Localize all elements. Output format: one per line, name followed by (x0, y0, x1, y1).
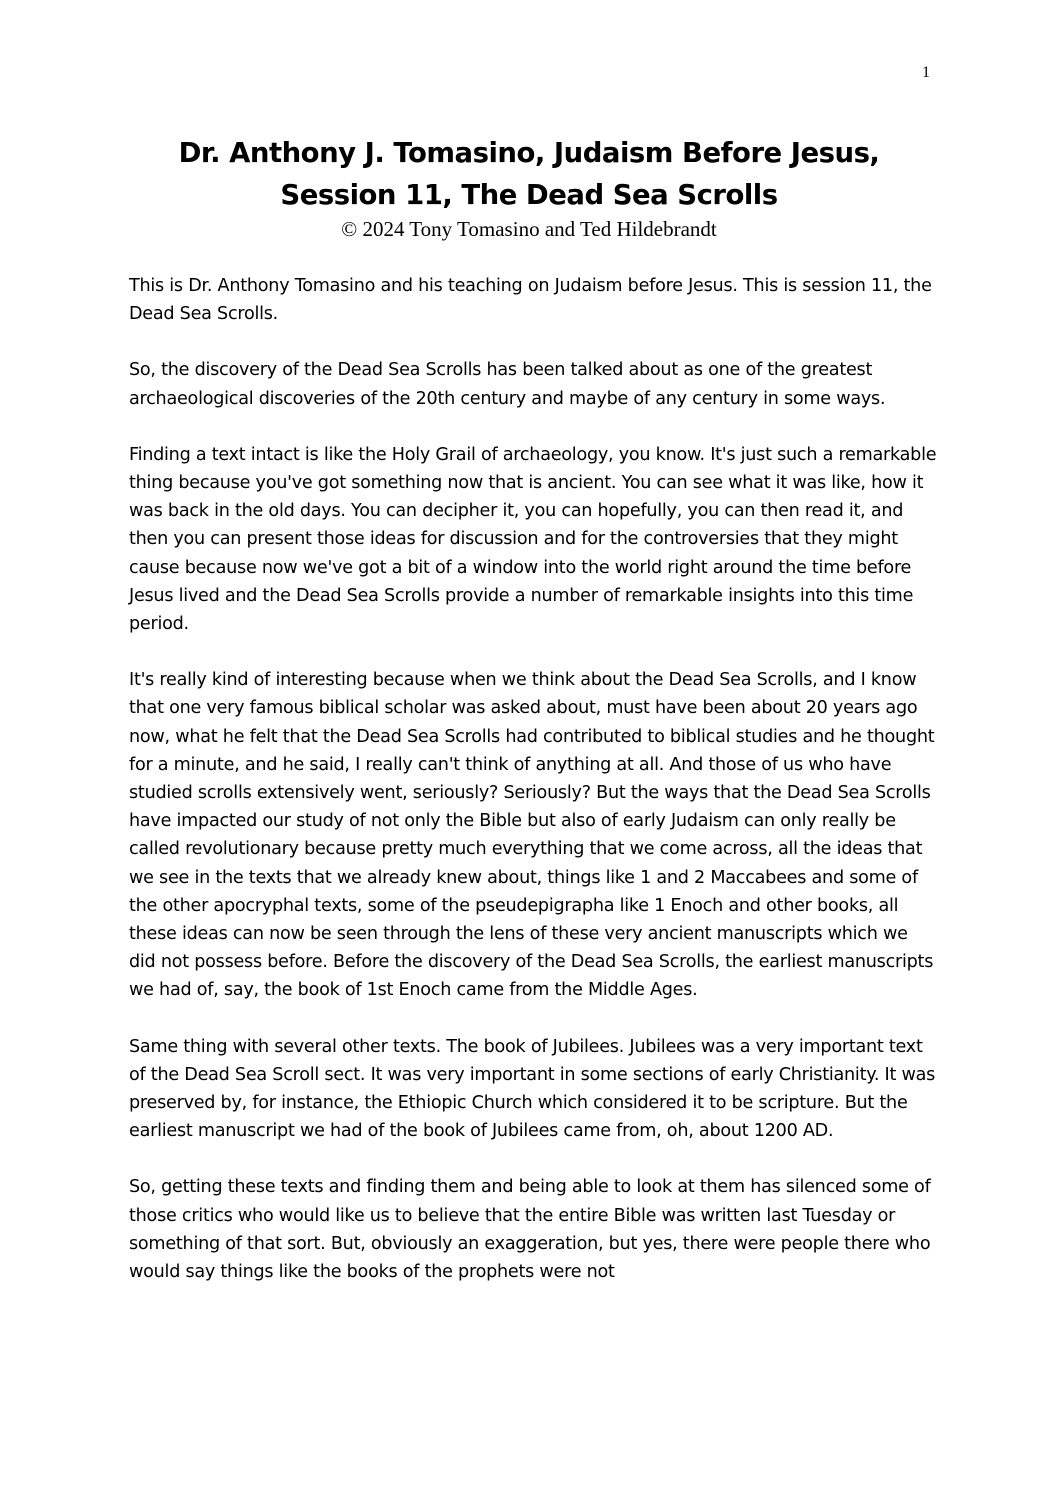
document-title-line-1: Dr. Anthony J. Tomasino, Judaism Before Jesus, (178, 137, 880, 169)
body-text (129, 272, 939, 1314)
document-title-line-2: Session 11, The Dead Sea Scrolls (280, 179, 778, 211)
paragraph-4: It's really kind of interesting because when we think about the Dead Sea Scrolls, and I know that one very famous biblical scholar was asked about, must have been about 20 years ago now, what he felt that the Dead Sea Scrolls had contributed to biblical studies and he thought for a minute, and he said, I really can't think of anything at all. And those of us who have studied scrolls extensively went, seriously? Seriously? But the ways that the Dead Sea Scrolls have impacted our study of not only the Bible but also of early Judaism can only really be called revolutionary because pretty much everything that we come across, all the ideas that we see in the texts that we already knew about, things like 1 and 2 Maccabees and some of the other apocryphal texts, some of the pseudepigrapha like 1 Enoch and other books, all these ideas can now be seen through the lens of these very ancient manuscripts which we did not possess before. Before the discovery of the Dead Sea Scrolls, the earliest manuscripts we had of, say, the book of 1st Enoch came from the Middle Ages. (129, 670, 935, 1001)
paragraph-2: So, the discovery of the Dead Sea Scrolls has been talked about as one of the greatest archaeological discoveries of the 20th century and maybe of any century in some ways. (129, 360, 886, 409)
paragraph-6: So, getting these texts and finding them and being able to look at them has silenced some of those critics who would like us to believe that the entire Bible was written last Tuesday or something of that sort. But, obviously an exaggeration, but yes, there were people there who would say things like the books of the prophets were not (129, 1177, 931, 1283)
page-number: 1 (922, 64, 930, 81)
title-block (0, 132, 1058, 242)
paragraph-3: Finding a text intact is like the Holy Grail of archaeology, you know. It's just such a remarkable thing because you've got something now that is ancient. You can see what it was like, how it was back in the old days. You can decipher it, you can hopefully, you can then read it, and then you can present those ideas for discussion and for the controversies that they might cause because now we've got a bit of a window into the world right around the time before Jesus lived and the Dead Sea Scrolls provide a number of remarkable insights into this time period. (129, 444, 937, 635)
paragraph-5: Same thing with several other texts. The book of Jubilees. Jubilees was a very important text of the Dead Sea Scroll sect. It was very important in some sections of early Christianity. It was preserved by, for instance, the Ethiopic Church which considered it to be scripture. But the earliest manuscript we had of the book of Jubilees came from, oh, about 1200 AD. (129, 1036, 936, 1142)
copyright-notice: © 2024 Tony Tomasino and Ted Hildebrandt (341, 217, 717, 241)
paragraph-1: This is Dr. Anthony Tomasino and his teaching on Judaism before Jesus. This is session 11, the Dead Sea Scrolls. (129, 276, 932, 325)
